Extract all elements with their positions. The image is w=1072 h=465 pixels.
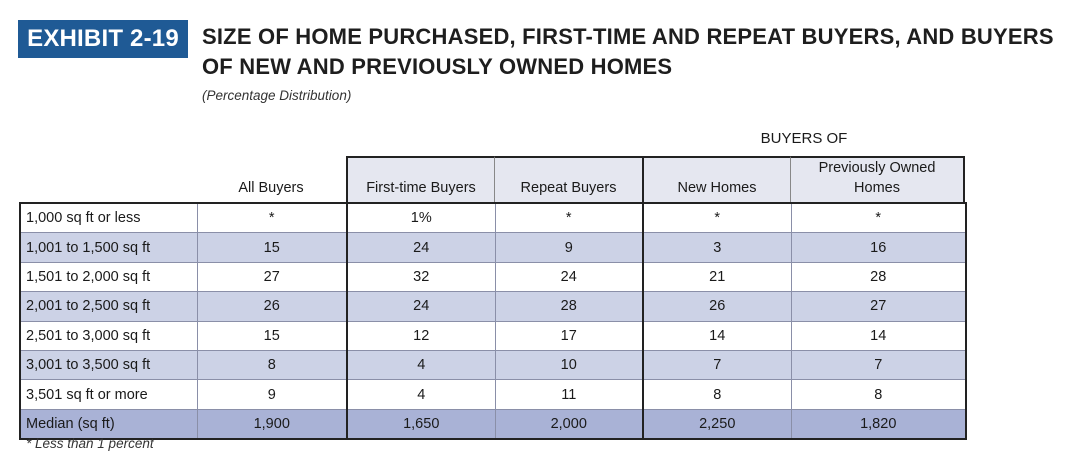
table-cell: 14 (791, 321, 966, 350)
table-cell: * (197, 203, 347, 233)
table-cell: 14 (643, 321, 791, 350)
table-cell: 26 (197, 292, 347, 321)
table-cell: 15 (197, 321, 347, 350)
column-header-repeat-buyers: Repeat Buyers (494, 156, 642, 202)
table-cell: 9 (495, 233, 643, 262)
exhibit-title: SIZE OF HOME PURCHASED, FIRST-TIME AND REPEAT BUYERS, AND BUYERS OF NEW AND PREVIOUSLY OWNED HOMES (202, 24, 1054, 79)
table-cell: 15 (197, 233, 347, 262)
table-cell: 1,820 (791, 409, 966, 439)
table-row (20, 292, 966, 321)
table-cell: * (495, 203, 643, 233)
table-row (20, 380, 966, 409)
table-cell: 9 (197, 380, 347, 409)
table-cell: 28 (791, 262, 966, 291)
row-label: Median (sq ft) (20, 409, 197, 439)
group-header-buyers-of: BUYERS OF (760, 130, 848, 147)
row-label: 3,501 sq ft or more (20, 380, 197, 409)
table-cell: 24 (347, 292, 495, 321)
column-header-new-homes: New Homes (642, 156, 790, 202)
table-cell: 16 (791, 233, 966, 262)
row-label: 1,000 sq ft or less (20, 203, 197, 233)
table-cell: 10 (495, 350, 643, 379)
table-cell: 8 (197, 350, 347, 379)
row-label: 2,001 to 2,500 sq ft (20, 292, 197, 321)
table-cell: 4 (347, 380, 495, 409)
size-distribution-table (19, 202, 967, 440)
table-cell: 7 (791, 350, 966, 379)
column-header-first-time-buyers: First-time Buyers (346, 156, 494, 202)
table-cell: * (643, 203, 791, 233)
table-cell: 27 (791, 292, 966, 321)
table-cell: 11 (495, 380, 643, 409)
exhibit-subtitle: (Percentage Distribution) (202, 88, 352, 103)
table-cell: 27 (197, 262, 347, 291)
row-label: 1,501 to 2,000 sq ft (20, 262, 197, 291)
footnote: * Less than 1 percent (26, 436, 154, 451)
column-header-all-buyers: All Buyers (238, 180, 304, 196)
table-cell: 8 (643, 380, 791, 409)
column-header-previously-owned-text: Previously Owned Homes (818, 160, 936, 196)
table-cell: 21 (643, 262, 791, 291)
table-cell: 3 (643, 233, 791, 262)
table-cell: 1,900 (197, 409, 347, 439)
table-cell: 24 (495, 262, 643, 291)
table-row (20, 350, 966, 379)
table-cell: 1% (347, 203, 495, 233)
table-row (20, 203, 966, 233)
table-cell: 26 (643, 292, 791, 321)
table-row (20, 233, 966, 262)
row-label: 2,501 to 3,000 sq ft (20, 321, 197, 350)
table-cell: 28 (495, 292, 643, 321)
column-header-previously-owned-homes (790, 156, 965, 202)
table-cell: 4 (347, 350, 495, 379)
row-label: 1,001 to 1,500 sq ft (20, 233, 197, 262)
row-label: 3,001 to 3,500 sq ft (20, 350, 197, 379)
table-cell: * (791, 203, 966, 233)
table-cell: 8 (791, 380, 966, 409)
exhibit-badge: EXHIBIT 2-19 (18, 20, 188, 58)
table-row (20, 262, 966, 291)
median-row (20, 409, 966, 439)
table-cell: 7 (643, 350, 791, 379)
table-cell: 2,000 (495, 409, 643, 439)
table-cell: 1,650 (347, 409, 495, 439)
table-cell: 17 (495, 321, 643, 350)
table-cell: 12 (347, 321, 495, 350)
table-cell: 32 (347, 262, 495, 291)
table-row (20, 321, 966, 350)
table-cell: 2,250 (643, 409, 791, 439)
table-cell: 24 (347, 233, 495, 262)
